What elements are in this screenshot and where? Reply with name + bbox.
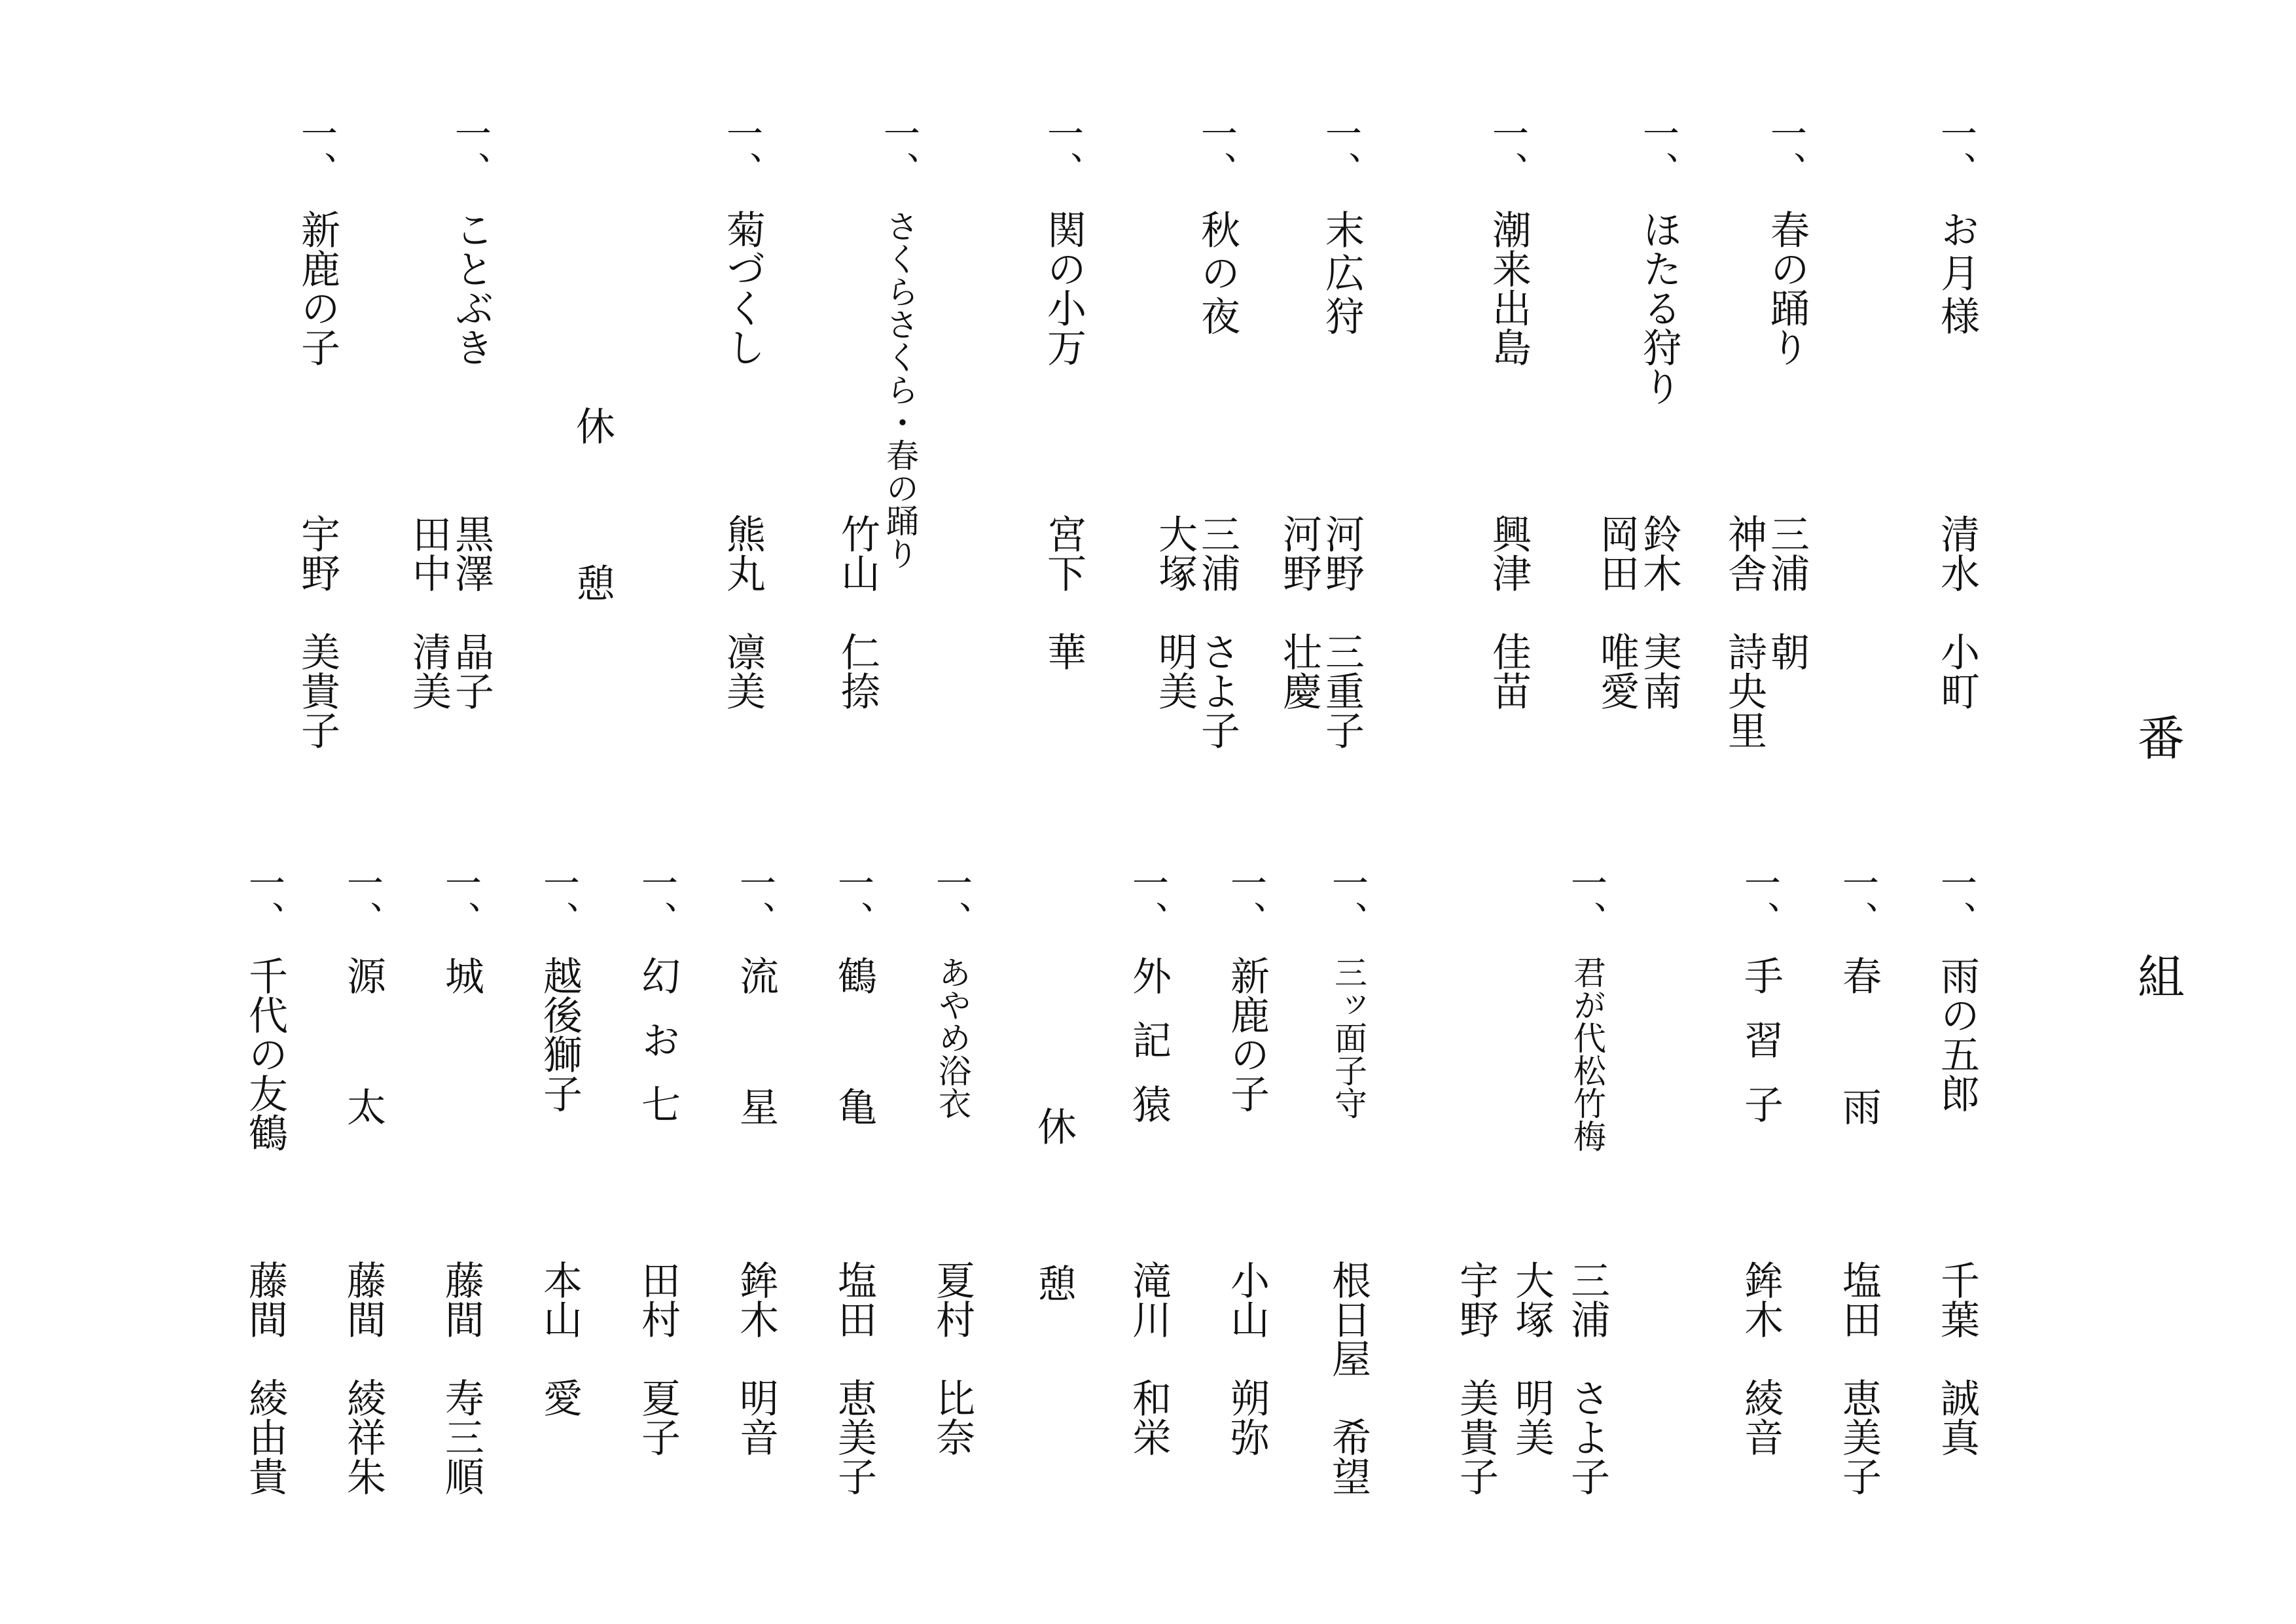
program-title: 外記猿 [1126,956,1172,1148]
ichi-mark: 一、 [1326,864,1369,937]
performer-name: 三浦 さよ子 [1564,1260,1610,1496]
performer-name: 塩田 恵美子 [1836,1260,1882,1496]
performer-name: 本山 愛 [537,1260,583,1417]
program-title: 新鹿の子 [295,209,340,367]
performer-name: 小山 朔弥 [1224,1260,1270,1456]
program-title: 秋の夜 [1194,209,1240,339]
performer-name: 神舎 詩央里 [1721,514,1767,749]
program-title: ことぶき [448,209,494,367]
performer-name: 清水 小町 [1934,514,1980,710]
heading-ban: 番 [2130,713,2185,761]
ichi-mark: 一、 [1126,864,1169,937]
program-title: 潮来出島 [1486,209,1532,367]
performer-name: 塩田 恵美子 [831,1260,877,1496]
ichi-mark: 一、 [341,864,384,937]
performer-name: 滝川 和栄 [1126,1260,1172,1456]
performer-name: 大塚 明美 [1509,1260,1554,1456]
ichi-mark: 一、 [930,864,973,937]
program-title: 君が代松竹梅 [1568,956,1606,1152]
program-title: 流星 [733,956,779,1218]
performer-name: 藤間 綾祥朱 [340,1260,386,1496]
ichi-mark: 一、 [1935,864,1977,937]
performer-name: 黒澤 晶子 [448,514,494,710]
program-title: 菊づくし [720,209,766,367]
program-title: 越後獅子 [537,956,583,1113]
performer-name: 根日屋 希望 [1325,1260,1371,1496]
program-title: 雨の五郎 [1934,956,1980,1113]
performer-name: 熊丸 凛美 [720,514,766,710]
ichi-mark: 一、 [439,864,482,937]
ichi-mark: 一、 [1195,115,1238,188]
ichi-mark: 一、 [1637,115,1679,188]
heading-gumi: 組 [2130,952,2185,1000]
program-title: 鶴亀 [831,956,877,1218]
program-title: 春の踊り [1764,209,1810,367]
performer-name: 興津 佳苗 [1486,514,1532,710]
ichi-mark: 一、 [243,864,285,937]
ichi-mark: 一、 [1565,864,1607,937]
performer-name: 三浦 朝 [1764,514,1810,671]
program-title: 新鹿の子 [1224,956,1270,1113]
program-title: あやめ浴衣 [933,956,971,1119]
program-title: 幻お七 [635,956,681,1148]
performer-name: 藤間 寿三順 [439,1260,484,1496]
performer-name: 田村 夏子 [635,1260,681,1456]
ichi-mark: 一、 [1935,115,1977,188]
ichi-mark: 一、 [1225,864,1267,937]
performer-name: 大塚 明美 [1152,514,1198,710]
program-title: 三ッ面子守 [1329,956,1367,1119]
performer-name: 岡田 唯愛 [1594,514,1640,710]
performer-name: 宇野 美貴子 [295,514,340,749]
program-title: 源太 [340,956,386,1218]
intermission-label: 休 憩 [569,406,615,641]
performer-name: 三浦 さよ子 [1194,514,1240,749]
program-title: 千代の友鶴 [242,956,288,1152]
performer-name: 田中 清美 [406,514,452,710]
ichi-mark: 一、 [721,115,763,188]
ichi-mark: 一、 [1319,115,1362,188]
performer-name: 河野 三重子 [1319,514,1365,749]
performer-name: 藤間 綾由貴 [242,1260,288,1496]
ichi-mark: 一、 [734,864,776,937]
performer-name: 河野 壮慶 [1276,514,1322,710]
intermission-label: 休 憩 [1031,1106,1077,1342]
ichi-mark: 一、 [832,864,874,937]
ichi-mark: 一、 [449,115,492,188]
program-title: 末広狩 [1319,209,1365,339]
program-title: お月様 [1934,209,1980,339]
performer-name: 鉾木 綾音 [1738,1260,1784,1456]
performer-name: 宮下 華 [1041,514,1086,671]
ichi-mark: 一、 [295,115,338,188]
performer-name: 宇野 美貴子 [1453,1260,1499,1496]
program-title: 城 [439,956,484,995]
program-title: 関の小万 [1041,209,1086,367]
program-title: さくらさくら・春の踊り [881,209,919,569]
performer-name: 千葉 誠真 [1934,1260,1980,1456]
ichi-mark: 一、 [1486,115,1529,188]
program-title: ほたる狩り [1636,209,1682,406]
performer-name: 夏村 比奈 [929,1260,975,1456]
ichi-mark: 一、 [1837,864,1879,937]
ichi-mark: 一、 [1765,115,1807,188]
performer-name: 竹山 仁捺 [834,514,880,710]
program-title: 手習子 [1738,956,1784,1148]
performer-name: 鉾木 明音 [733,1260,779,1456]
performer-name: 鈴木 実南 [1636,514,1682,710]
ichi-mark: 一、 [878,115,920,188]
ichi-mark: 一、 [1041,115,1084,188]
ichi-mark: 一、 [636,864,678,937]
ichi-mark: 一、 [537,864,580,937]
ichi-mark: 一、 [1738,864,1781,937]
program-title: 春雨 [1836,956,1882,1218]
